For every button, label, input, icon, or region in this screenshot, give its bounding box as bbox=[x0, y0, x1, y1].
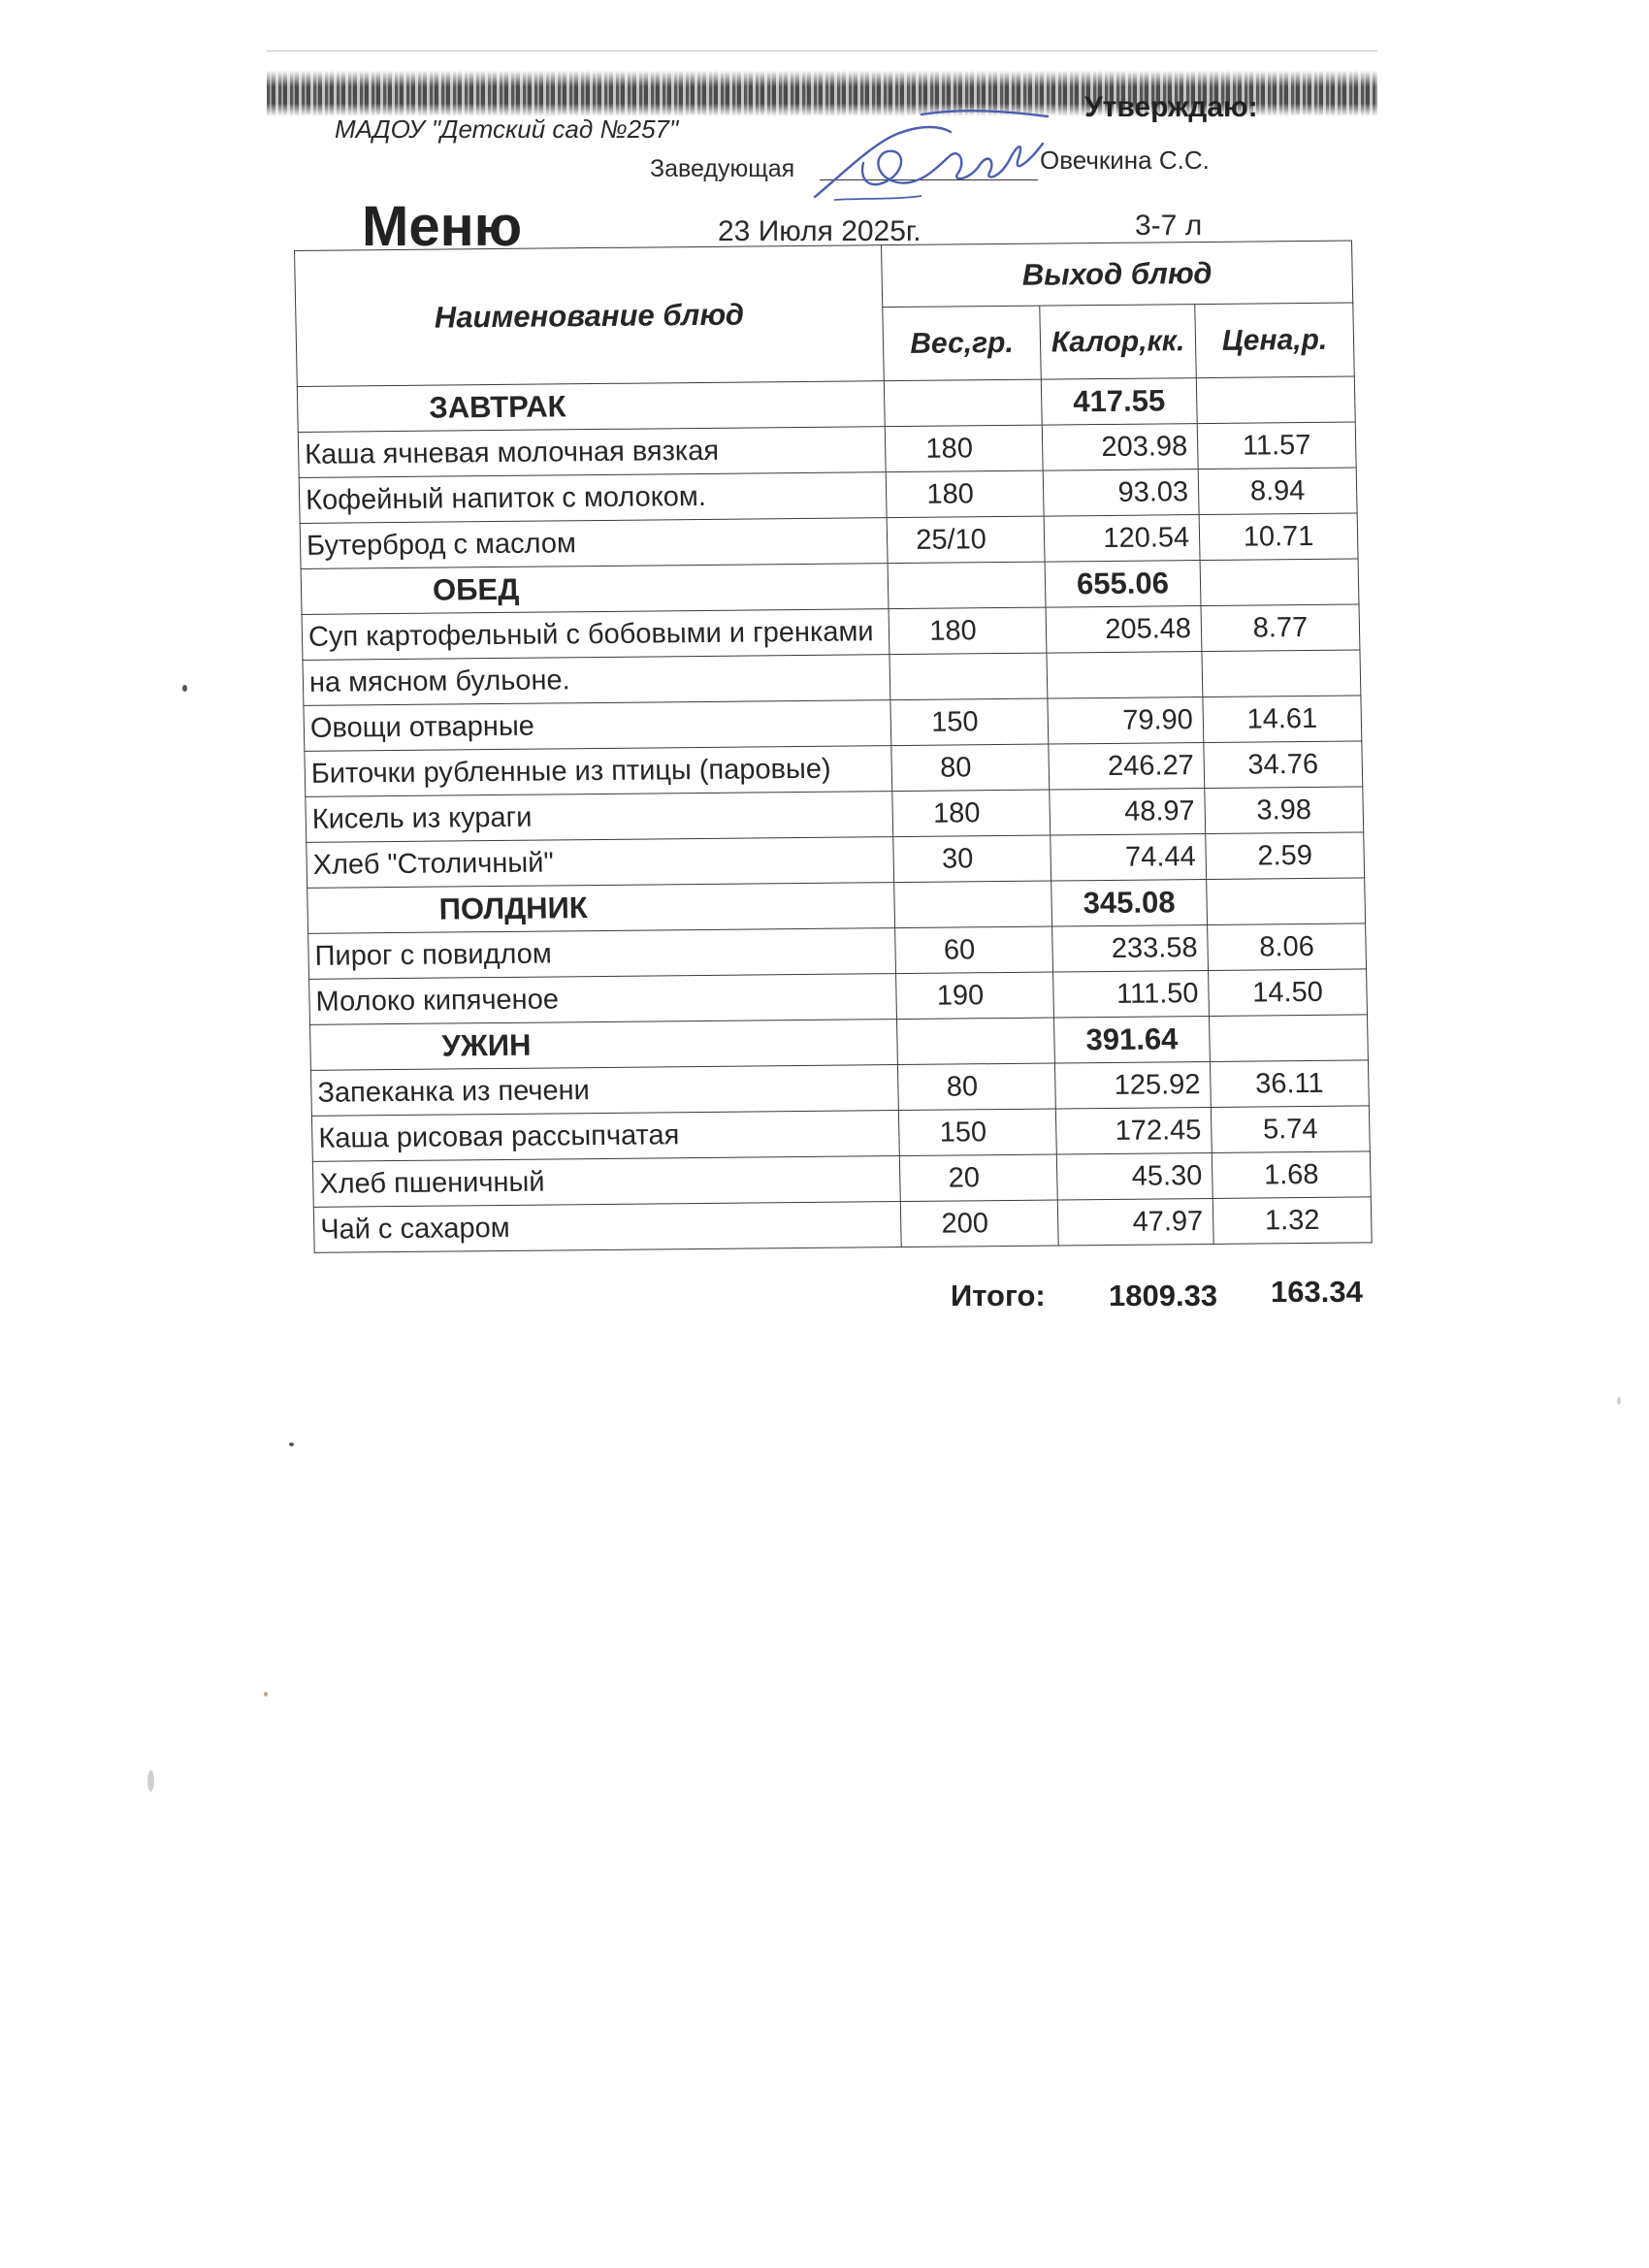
totals-label: Итого: bbox=[951, 1279, 1046, 1312]
dish-price: 1.68 bbox=[1212, 1151, 1371, 1199]
dish-weight: 60 bbox=[895, 926, 1053, 974]
dish-name: Чай с сахаром bbox=[313, 1202, 901, 1253]
dish-name: Бутерброд с маслом bbox=[300, 518, 888, 569]
dish-kcal: 45.30 bbox=[1056, 1152, 1212, 1200]
scan-speck bbox=[182, 685, 187, 692]
menu-table bbox=[294, 241, 1373, 1253]
dish-price bbox=[1202, 650, 1361, 697]
dish-weight: 180 bbox=[885, 425, 1043, 472]
dish-weight: 180 bbox=[892, 790, 1051, 837]
dish-kcal: 125.92 bbox=[1054, 1061, 1211, 1109]
dish-name: Каша рисовая рассыпчатая bbox=[311, 1111, 899, 1162]
dish-price: 3.98 bbox=[1205, 787, 1364, 834]
dish-weight: 200 bbox=[900, 1200, 1058, 1247]
section-weight-cell bbox=[896, 1018, 1054, 1065]
column-header-dish-name: Наименование блюд bbox=[295, 245, 885, 387]
section-name: ЗАВТРАК bbox=[297, 381, 885, 433]
menu-date: 23 Июля 2025г. bbox=[718, 215, 922, 247]
dish-price: 11.57 bbox=[1197, 422, 1356, 470]
dish-price: 10.71 bbox=[1199, 513, 1358, 561]
scan-speck bbox=[289, 1442, 294, 1446]
section-price-cell bbox=[1207, 878, 1366, 925]
dish-weight: 20 bbox=[899, 1154, 1057, 1202]
section-price-cell bbox=[1196, 376, 1355, 424]
section-price-cell bbox=[1200, 559, 1359, 606]
dish-name: Пирог с повидлом bbox=[308, 928, 896, 980]
head-role-label: Заведующая bbox=[650, 155, 795, 182]
dish-kcal: 120.54 bbox=[1044, 515, 1200, 563]
menu-table-wrapper bbox=[294, 241, 1372, 1253]
totals-price: 163.34 bbox=[1271, 1275, 1363, 1309]
dish-weight: 190 bbox=[896, 972, 1054, 1020]
dish-kcal: 246.27 bbox=[1049, 743, 1205, 791]
organization-name: МАДОУ "Детский сад №257" bbox=[335, 114, 679, 144]
dish-kcal: 74.44 bbox=[1051, 834, 1207, 882]
dish-price: 2.59 bbox=[1206, 832, 1365, 880]
dish-price: 8.06 bbox=[1208, 923, 1367, 971]
dish-kcal: 205.48 bbox=[1046, 606, 1202, 654]
scan-speck bbox=[147, 1770, 154, 1792]
scan-speck bbox=[264, 1692, 268, 1697]
dish-price: 34.76 bbox=[1204, 741, 1363, 789]
dish-price: 8.77 bbox=[1201, 604, 1360, 652]
dish-weight: 180 bbox=[889, 607, 1047, 655]
dish-name: Биточки рубленные из птицы (паровые) bbox=[305, 746, 892, 797]
dish-kcal: 93.03 bbox=[1043, 470, 1199, 517]
section-weight-cell bbox=[884, 379, 1042, 427]
dish-name: Кофейный напиток с молоком. bbox=[299, 472, 887, 524]
totals-kcal: 1809.33 bbox=[1109, 1279, 1218, 1312]
section-kcal: 655.06 bbox=[1045, 561, 1201, 608]
dish-name: Овощи отварные bbox=[304, 700, 891, 752]
dish-kcal: 203.98 bbox=[1042, 424, 1198, 471]
menu-table-body bbox=[297, 376, 1372, 1252]
dish-weight: 25/10 bbox=[887, 516, 1045, 564]
dish-weight: 150 bbox=[890, 698, 1049, 746]
dish-weight: 180 bbox=[886, 470, 1044, 518]
dish-weight bbox=[889, 653, 1048, 700]
signature-icon bbox=[805, 105, 1057, 211]
dish-kcal bbox=[1047, 652, 1203, 699]
dish-weight: 80 bbox=[891, 744, 1050, 792]
menu-title: Меню bbox=[362, 195, 523, 258]
section-price-cell bbox=[1209, 1015, 1368, 1062]
approval-label: Утверждаю: bbox=[1084, 91, 1258, 123]
section-weight-cell bbox=[888, 562, 1046, 609]
dish-name: Хлеб "Столичный" bbox=[307, 837, 894, 889]
scan-speck bbox=[1617, 1397, 1621, 1405]
dish-kcal: 79.90 bbox=[1048, 697, 1204, 745]
table-row bbox=[313, 1197, 1372, 1252]
dish-price: 8.94 bbox=[1198, 468, 1357, 515]
section-name: УЖИН bbox=[310, 1020, 898, 1071]
column-header-weight: Вес,гр. bbox=[883, 306, 1042, 381]
dish-weight: 150 bbox=[898, 1109, 1056, 1156]
section-kcal: 345.08 bbox=[1051, 880, 1208, 927]
dish-price: 1.32 bbox=[1212, 1197, 1372, 1245]
dish-kcal: 47.97 bbox=[1057, 1198, 1213, 1246]
dish-kcal: 48.97 bbox=[1050, 789, 1206, 836]
section-kcal: 417.55 bbox=[1041, 378, 1197, 426]
dish-name: Молоко кипяченое bbox=[309, 974, 897, 1025]
dish-weight: 30 bbox=[893, 835, 1051, 883]
dish-price: 5.74 bbox=[1211, 1106, 1370, 1153]
dish-price: 14.50 bbox=[1209, 969, 1368, 1017]
dish-name: Суп картофельный с бобовыми и гренками bbox=[302, 609, 889, 661]
column-header-kcal: Калор,кк. bbox=[1040, 305, 1197, 380]
dish-kcal: 172.45 bbox=[1055, 1107, 1212, 1154]
column-header-output: Выход блюд bbox=[881, 241, 1352, 308]
age-group: 3-7 л bbox=[1135, 210, 1203, 242]
dish-weight: 80 bbox=[897, 1063, 1055, 1111]
dish-price: 36.11 bbox=[1210, 1060, 1369, 1108]
column-header-price: Цена,р. bbox=[1195, 303, 1355, 378]
dish-name: Кисель из кураги bbox=[306, 792, 893, 843]
dish-name: Каша ячневая молочная вязкая bbox=[298, 427, 886, 478]
dish-name: Хлеб пшеничный bbox=[312, 1156, 900, 1208]
dish-kcal: 233.58 bbox=[1052, 924, 1209, 972]
dish-name: Запеканка из печени bbox=[310, 1065, 898, 1117]
head-name: Овечкина С.С. bbox=[1040, 146, 1210, 175]
dish-price: 14.61 bbox=[1203, 696, 1362, 743]
section-name: ПОЛДНИК bbox=[307, 883, 895, 934]
section-name: ОБЕД bbox=[301, 564, 889, 615]
dish-name: на мясном бульоне. bbox=[303, 655, 890, 706]
section-kcal: 391.64 bbox=[1053, 1016, 1210, 1063]
dish-kcal: 111.50 bbox=[1053, 970, 1210, 1018]
section-weight-cell bbox=[894, 881, 1052, 928]
